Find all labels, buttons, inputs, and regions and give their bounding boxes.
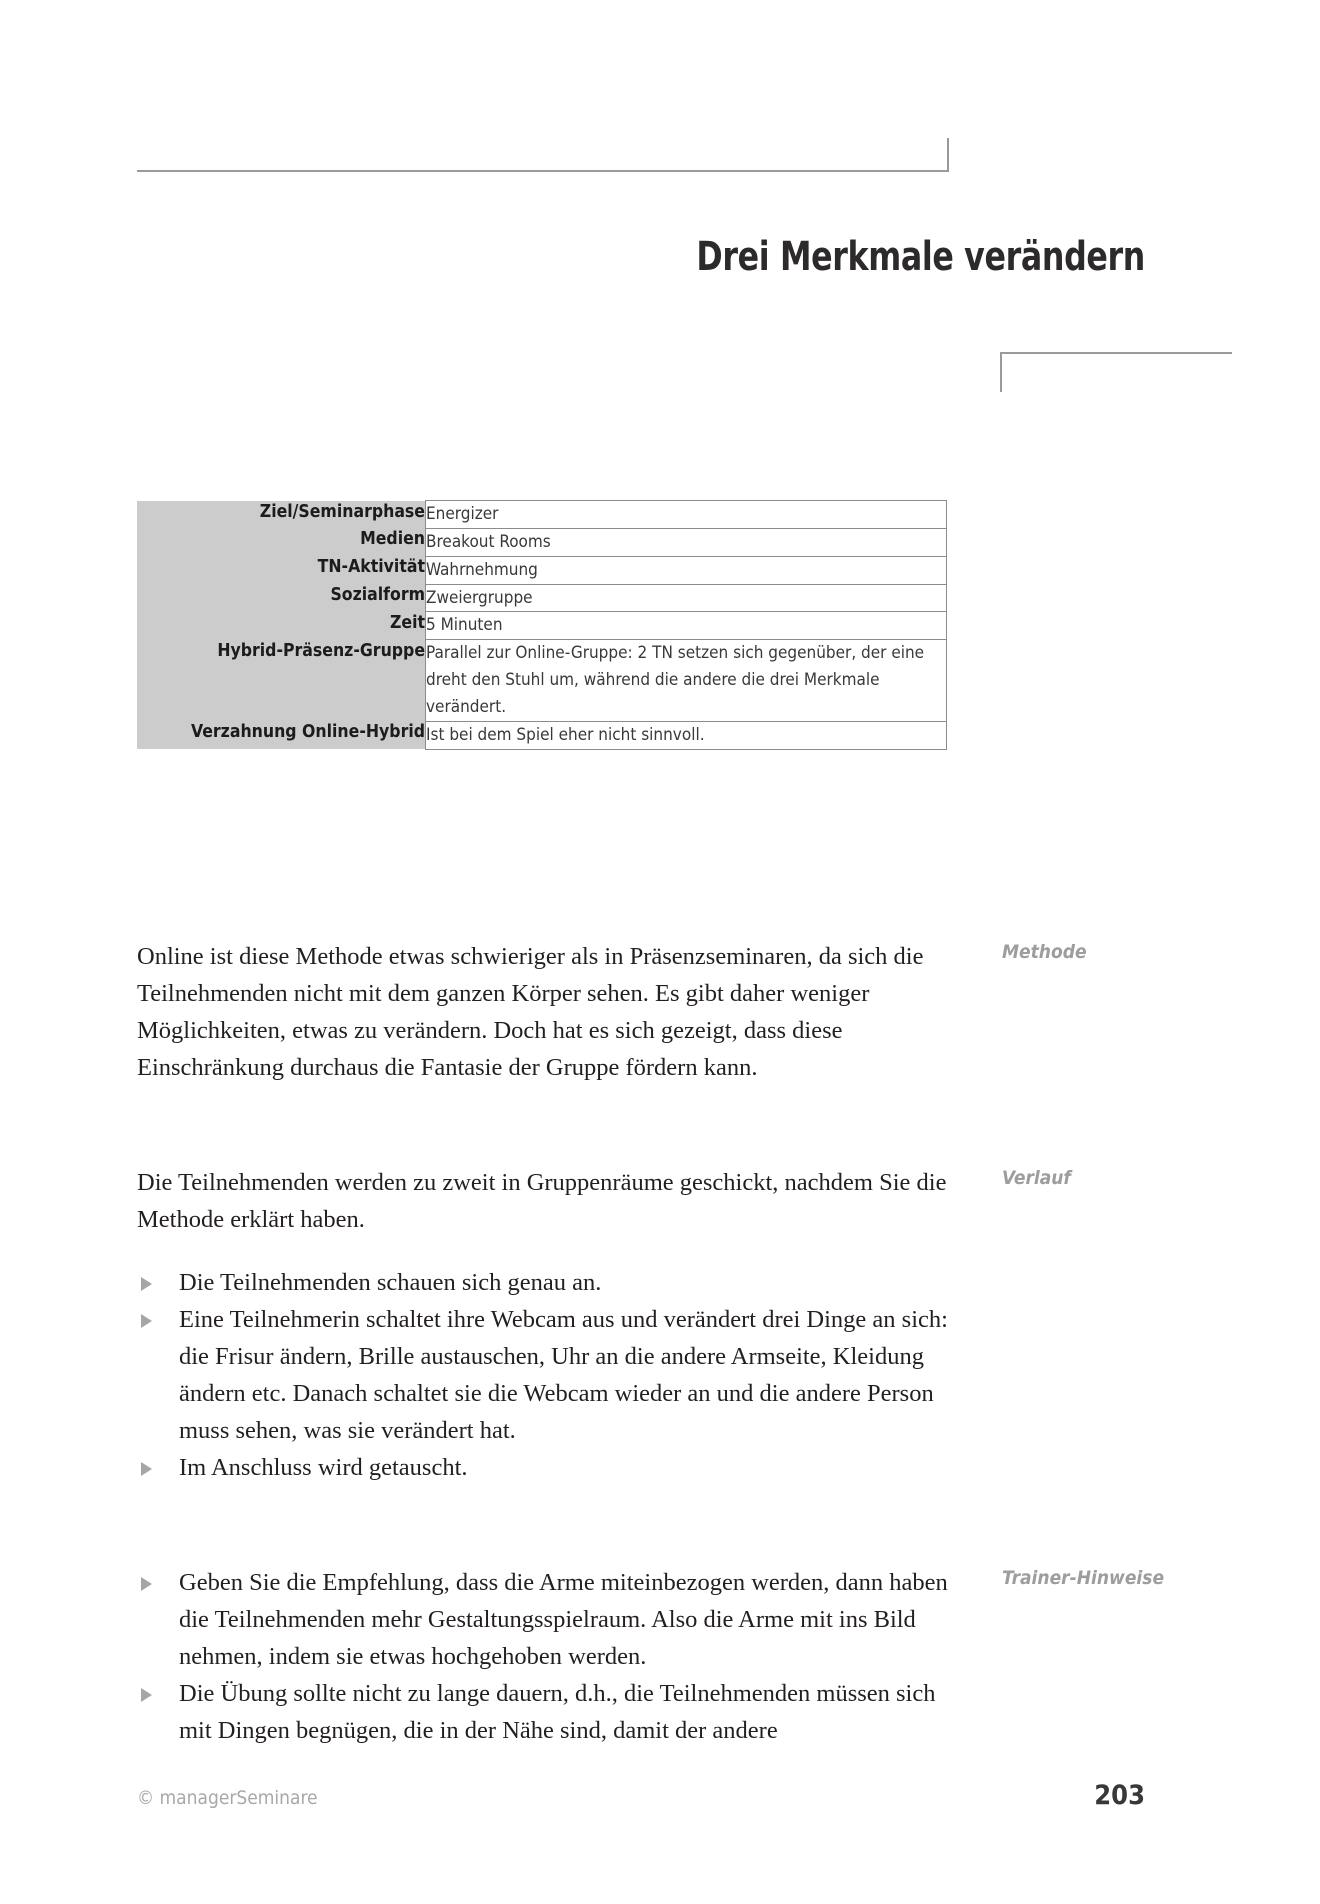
list-item-text: Die Übung sollte nicht zu lange dauern, d.h., die Teilnehmenden müssen sich mit Dingen begnügen, die in der Nähe sind, damit der andere [179, 1680, 936, 1744]
spacer [137, 1238, 962, 1264]
spec-label: Ziel/Seminarphase [137, 501, 426, 529]
section-trainer-hinweise-body [137, 1564, 962, 1749]
list-item [137, 1264, 962, 1301]
page-content [137, 938, 1165, 1749]
spec-value: Parallel zur Online-Gruppe: 2 TN setzen sich gegenüber, der eine dreht den Stuhl um, während die andere die drei Merkmale verändert. [426, 640, 947, 722]
section-methode [137, 938, 1147, 1086]
margin-note-verlauf: Verlauf [1002, 1167, 1071, 1189]
list-item-text: Eine Teilnehmerin schaltet ihre Webcam aus und verändert drei Dinge an sich: die Frisur ändern, Brille austauschen, Uhr an die andere Armseite, Kleidung ändern etc. Danach schaltet sie die Webcam wieder an und die andere Person muss sehen, was sie verändert hat. [179, 1306, 948, 1444]
spec-label: Sozialform [137, 584, 426, 612]
spec-table [137, 500, 947, 750]
spacer [137, 1086, 1147, 1164]
spec-table-body [137, 501, 947, 750]
spec-label: Verzahnung Online-Hybrid [137, 721, 426, 749]
triangle-bullet-icon [141, 1688, 152, 1702]
table-row [137, 584, 947, 612]
list-item-text: Geben Sie die Empfehlung, dass die Arme miteinbezogen werden, dann haben die Teilnehmenden mehr Gestaltungsspielraum. Also die Arme mit ins Bild nehmen, indem sie etwas hochgehoben werden. [179, 1569, 948, 1670]
spec-value: Wahrnehmung [426, 556, 947, 584]
spec-label: TN-Aktivität [137, 556, 426, 584]
bullet-list-trainer [137, 1564, 962, 1749]
list-item [137, 1675, 962, 1749]
table-row [137, 612, 947, 640]
corner-bracket-horizontal [1000, 352, 1232, 354]
corner-bracket-vertical [1000, 352, 1002, 392]
header-rule [137, 170, 949, 172]
triangle-bullet-icon [141, 1314, 152, 1328]
list-item [137, 1564, 962, 1675]
table-row [137, 556, 947, 584]
triangle-bullet-icon [141, 1277, 152, 1291]
spec-value: Energizer [426, 501, 947, 529]
triangle-bullet-icon [141, 1577, 152, 1591]
spec-value: Zweiergruppe [426, 584, 947, 612]
spec-label: Hybrid-Präsenz-Gruppe [137, 640, 426, 722]
footer-copyright: © managerSeminare [137, 1787, 318, 1809]
table-row [137, 640, 947, 722]
list-item-text: Im Anschluss wird getauscht. [179, 1454, 468, 1481]
table-row [137, 501, 947, 529]
section-trainer-hinweise [137, 1564, 1165, 1749]
paragraph: Die Teilnehmenden werden zu zweit in Gruppenräume geschickt, nachdem Sie die Methode erklärt haben. [137, 1169, 947, 1233]
margin-note-methode: Methode [1002, 941, 1087, 963]
table-row [137, 528, 947, 556]
page-number: 203 [1094, 1780, 1145, 1811]
spec-value: 5 Minuten [426, 612, 947, 640]
spec-value: Breakout Rooms [426, 528, 947, 556]
list-item-text: Die Teilnehmenden schauen sich genau an. [179, 1269, 602, 1296]
bullet-list-verlauf [137, 1264, 962, 1486]
section-verlauf [137, 1164, 1147, 1486]
list-item [137, 1301, 962, 1449]
section-verlauf-body [137, 1164, 962, 1486]
section-methode-body [137, 938, 962, 1086]
spec-value: Ist bei dem Spiel eher nicht sinnvoll. [426, 721, 947, 749]
spacer [137, 1486, 1147, 1564]
header-rule-tick [947, 138, 949, 172]
list-item [137, 1449, 962, 1486]
spec-label: Zeit [137, 612, 426, 640]
paragraph: Online ist diese Methode etwas schwieriger als in Präsenzseminaren, da sich die Teilnehmenden nicht mit dem ganzen Körper sehen. Es gibt daher weniger Möglichkeiten, etwas zu verändern. Doch hat es sich gezeigt, dass diese Einschränkung durchaus die Fantasie der Gruppe fördern kann. [137, 943, 924, 1081]
margin-note-trainer-hinweise: Trainer-Hinweise [1002, 1567, 1165, 1589]
triangle-bullet-icon [141, 1462, 152, 1476]
page-title: Drei Merkmale verändern [696, 234, 1145, 280]
table-row [137, 721, 947, 749]
spec-label: Medien [137, 528, 426, 556]
